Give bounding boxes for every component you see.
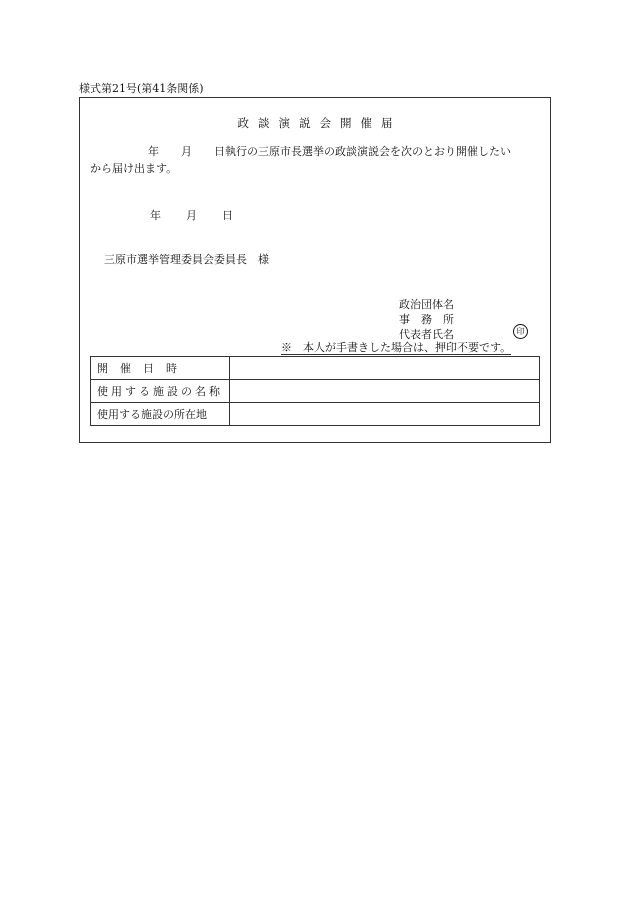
value-facility-name[interactable]	[230, 380, 540, 403]
label-facility-address: 使用する施設の所在地	[91, 403, 230, 426]
handwritten-note: ※ 本人が手書きした場合は、押印不要です。	[281, 341, 512, 354]
table-row	[91, 380, 540, 403]
body-line-1: 年 月 日執行の三原市長選挙の政談演説会を次のとおり開催したい	[148, 145, 511, 158]
body-line-2: から届け出ます。	[90, 162, 178, 175]
form-number: 様式第21号(第41条関係)	[79, 82, 204, 95]
office-label: 事 務 所	[399, 313, 454, 326]
form-title: 政談演説会開催届	[237, 116, 402, 130]
party-name-label: 政治団体名	[399, 298, 454, 311]
representative-label: 代表者氏名	[399, 328, 454, 341]
value-facility-address[interactable]	[230, 403, 540, 426]
label-event-datetime: 開催日時	[91, 357, 230, 380]
form-frame	[79, 97, 551, 443]
table-row	[91, 403, 540, 426]
table-row	[91, 357, 540, 380]
label-facility-name: 使用する施設の名称	[91, 380, 230, 403]
date-year: 年	[150, 209, 161, 222]
addressee: 三原市選挙管理委員会委員長 様	[104, 253, 269, 266]
date-month: 月	[186, 209, 197, 222]
value-event-datetime[interactable]	[230, 357, 540, 380]
seal-mark: 印	[513, 324, 528, 339]
details-table	[90, 356, 540, 426]
date-day: 日	[222, 209, 233, 222]
